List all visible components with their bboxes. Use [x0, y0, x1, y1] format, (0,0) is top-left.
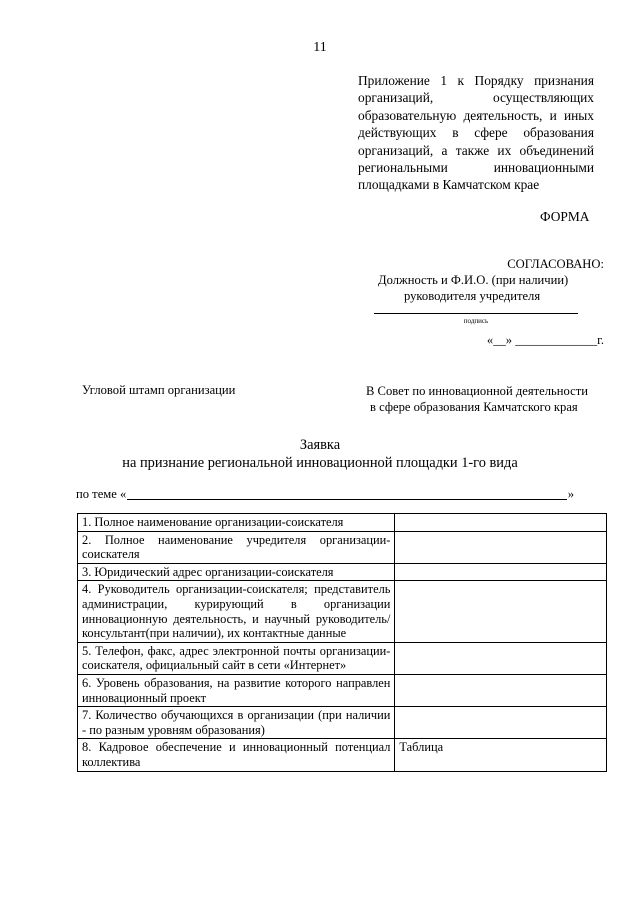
- table-row: [78, 642, 607, 674]
- application-heading: [0, 436, 640, 472]
- table-row: [78, 581, 607, 642]
- row-label: 5. Телефон, факс, адрес электронной почты организации-соискателя, официальный сайт в сети «Интернет»: [78, 642, 395, 674]
- topic-input[interactable]: [127, 487, 566, 500]
- page-number: 11: [313, 40, 327, 55]
- row-label: 2. Полное наименование учредителя организации-соискателя: [78, 531, 395, 563]
- approval-title: СОГЛАСОВАНО:: [507, 257, 604, 271]
- approval-block: [360, 256, 604, 304]
- approval-position-line1: Должность и Ф.И.О. (при наличии): [378, 273, 569, 287]
- row-value-cell[interactable]: [395, 642, 607, 674]
- addressee-line1: В Совет по инновационной деятельности: [366, 384, 588, 398]
- row-value-cell[interactable]: [395, 531, 607, 563]
- topic-prefix: по теме «: [76, 487, 127, 501]
- row-value-cell[interactable]: [395, 707, 607, 739]
- row-label: 7. Количество обучающихся в организации (при наличии - по разным уровням образования): [78, 707, 395, 739]
- application-form-table: [77, 513, 607, 772]
- approval-date[interactable]: «__» _____________г.: [486, 333, 604, 347]
- row-label: 3. Юридический адрес организации-соискателя: [78, 563, 395, 581]
- topic-line: [76, 487, 574, 502]
- application-title: Заявка: [299, 437, 341, 453]
- signature-line[interactable]: [374, 313, 578, 314]
- corner-stamp-label: Угловой штамп организации: [82, 383, 236, 397]
- row-value-cell[interactable]: [395, 563, 607, 581]
- row-value-cell[interactable]: [395, 581, 607, 642]
- row-label: 8. Кадровое обеспечение и инновационный потенциал коллектива: [78, 739, 395, 771]
- table-row: [78, 531, 607, 563]
- appendix-note: Приложение 1 к Порядку признания организаций, осуществляющих образовательную деятельность, и иных действующих в сфере образования организаций, а также их объединений региональными инновационными площадками в Камчатском крае: [358, 73, 594, 193]
- table-row: [78, 563, 607, 581]
- table-row: [78, 707, 607, 739]
- table-row: [78, 674, 607, 706]
- application-subtitle: на признание региональной инновационной площадки 1-го вида: [122, 455, 518, 471]
- addressee-line2: в сфере образования Камчатского края: [370, 400, 578, 414]
- topic-suffix: »: [567, 487, 574, 501]
- row-value-cell[interactable]: [395, 674, 607, 706]
- table-row: [78, 514, 607, 532]
- table-row: [78, 739, 607, 771]
- row-label: 1. Полное наименование организации-соискателя: [78, 514, 395, 532]
- approval-position-line2: руководителя учредителя: [404, 289, 541, 303]
- row-value-cell[interactable]: [395, 514, 607, 532]
- row-label: 4. Руководитель организации-соискателя; представитель администрации, курирующий в организации инновационную деятельность, и научный руководитель/консультант(при наличии), их контактные данные: [78, 581, 395, 642]
- row-value-cell[interactable]: Таблица: [395, 739, 607, 771]
- signature-caption: подпись: [463, 317, 489, 325]
- form-label: ФОРМА: [540, 209, 590, 224]
- addressee-block: [366, 383, 606, 415]
- row-label: 6. Уровень образования, на развитие которого направлен инновационный проект: [78, 674, 395, 706]
